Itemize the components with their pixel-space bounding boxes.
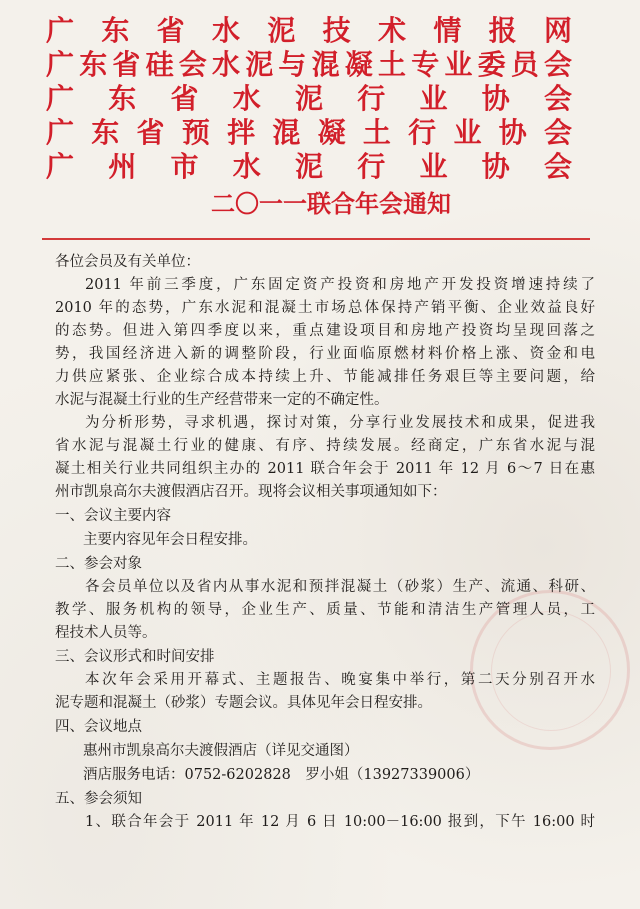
paragraph-line: 2011 年前三季度，广东固定资产投资和房地产开发投资增速持续了: [85, 277, 595, 293]
paragraph-line: 各会员单位以及省内从事水泥和预拌混凝土（砂浆）生产、流通、科研、: [85, 579, 595, 595]
section-2-text: [55, 576, 595, 645]
notice-title: 二〇一一联合年会通知: [211, 190, 451, 218]
paragraph-line: 力供应紧张、企业综合成本持续上升、节能减排任务艰巨等主要问题，给: [55, 369, 595, 385]
hotel-phone-text: 酒店服务电话：0752-6202828 罗小姐（13927339006）: [83, 767, 480, 783]
paragraph-2: [55, 412, 595, 504]
paragraph-line: 水泥与混凝土行业的生产经营带来一定的不确定性。: [55, 392, 389, 408]
paragraph-line: 程技术人员等。: [55, 625, 157, 641]
section-4-heading: 四、会议地点: [55, 719, 142, 735]
notice-body: [55, 250, 595, 834]
org-name-4: 广东省预拌混凝土行业协会: [46, 116, 572, 149]
org-name-5: 广州市水泥行业协会: [46, 150, 572, 183]
section-5-heading: 五、参会须知: [55, 791, 142, 807]
paragraph-1: [55, 274, 595, 412]
section-1-heading: 一、会议主要内容: [55, 508, 171, 524]
paragraph-line: 州市凯泉高尔夫渡假酒店召开。现将会议相关事项通知如下：: [55, 484, 447, 500]
header-divider: [42, 238, 590, 240]
org-name-3: 广东省水泥行业协会: [46, 82, 572, 115]
paragraph-line: 本次年会采用开幕式、主题报告、晚宴集中举行，第二天分别召开水: [85, 672, 595, 688]
letterhead: [0, 14, 640, 220]
venue-text: 惠州市凯泉高尔夫渡假酒店（详见交通图）: [83, 743, 359, 759]
paragraph-line: 教学、服务机构的领导，企业生产、质量、节能和清洁生产管理人员，工: [55, 602, 595, 618]
org-name-1: 广东省水泥技术情报网: [46, 14, 572, 47]
salutation: 各位会员及有关单位：: [55, 254, 200, 270]
org-name-2: 广东省硅会水泥与混凝土专业委员会: [46, 48, 572, 81]
section-3-heading: 三、会议形式和时间安排: [55, 649, 215, 665]
paragraph-line: 为分析形势，寻求机遇，探讨对策，分享行业发展技术和成果，促进我: [85, 415, 595, 431]
section-2-heading: 二、参会对象: [55, 556, 142, 572]
paragraph-line: 凝土相关行业共同组织主办的 2011 联合年会于 2011 年 12 月 6～7 日在惠: [55, 461, 595, 477]
section-3-text: [55, 669, 595, 715]
paragraph-line: 泥专题和混凝土（砂浆）专题会议。具体见年会日程安排。: [55, 695, 432, 711]
section-1-text: 主要内容见年会日程安排。: [83, 532, 257, 548]
paragraph-line: 省水泥与混凝土行业的健康、有序、持续发展。经商定，广东省水泥与混: [55, 438, 595, 454]
registration-item: 1、联合年会于 2011 年 12 月 6 日 10:00－16:00 报到，下午 16:00 时: [85, 814, 595, 830]
paragraph-line: 势，我国经济进入新的调整阶段，行业面临原燃材料价格上涨、资金和电: [55, 346, 595, 362]
paragraph-line: 的态势。但进入第四季度以来，重点建设项目和房地产投资均呈现回落之: [55, 323, 595, 339]
paragraph-line: 2010 年的态势，广东水泥和混凝土市场总体保持产销平衡、企业效益良好: [55, 300, 595, 316]
